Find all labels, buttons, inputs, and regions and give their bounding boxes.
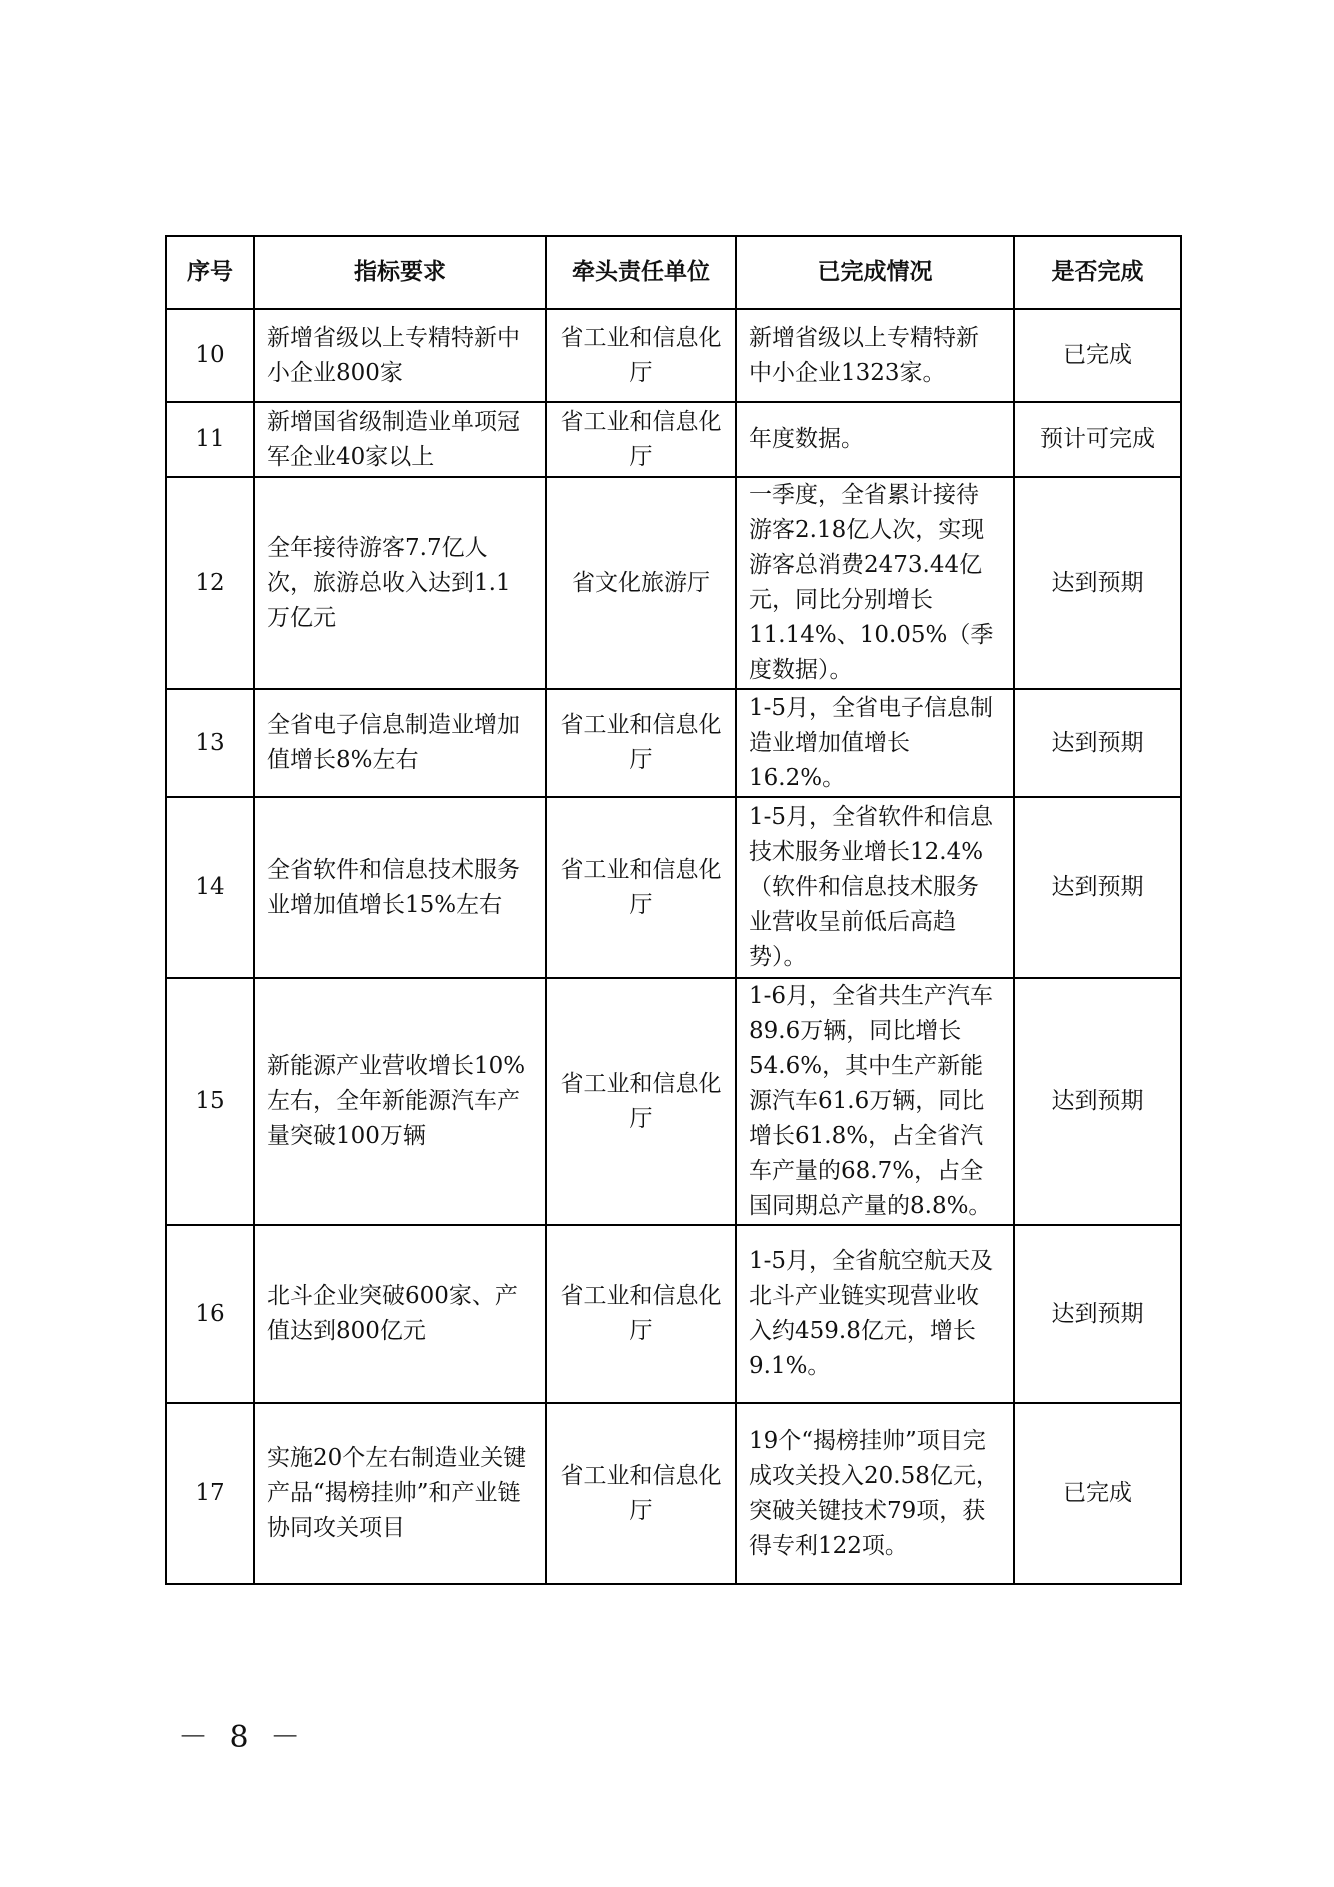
row-is-completed: 达到预期	[1014, 1225, 1181, 1403]
row-requirement: 新能源产业营收增长10%左右，全年新能源汽车产量突破100万辆	[254, 978, 546, 1225]
row-completion-status: 1-5月，全省航空航天及北斗产业链实现营业收入约459.8亿元，增长9.1%。	[736, 1225, 1014, 1403]
row-requirement: 新增省级以上专精特新中小企业800家	[254, 309, 546, 402]
row-number: 11	[166, 402, 254, 477]
row-requirement: 全年接待游客7.7亿人次，旅游总收入达到1.1万亿元	[254, 477, 546, 689]
row-number: 13	[166, 689, 254, 797]
row-lead-unit: 省工业和信息化厅	[546, 309, 736, 402]
row-requirement: 北斗企业突破600家、产值达到800亿元	[254, 1225, 546, 1403]
row-completion-status: 新增省级以上专精特新中小企业1323家。	[736, 309, 1014, 402]
row-completion-status: 19个“揭榜挂帅”项目完成攻关投入20.58亿元，突破关键技术79项，获得专利122项。	[736, 1403, 1014, 1584]
row-lead-unit: 省工业和信息化厅	[546, 402, 736, 477]
row-is-completed: 达到预期	[1014, 978, 1181, 1225]
indicator-table	[165, 235, 1182, 1585]
table-row	[166, 309, 1181, 402]
row-requirement: 全省软件和信息技术服务业增加值增长15%左右	[254, 797, 546, 978]
row-requirement: 新增国省级制造业单项冠军企业40家以上	[254, 402, 546, 477]
row-is-completed: 已完成	[1014, 309, 1181, 402]
table-row	[166, 402, 1181, 477]
row-completion-status: 一季度，全省累计接待游客2.18亿人次，实现游客总消费2473.44亿元，同比分别增长11.14%、10.05%（季度数据）。	[736, 477, 1014, 689]
row-number: 14	[166, 797, 254, 978]
row-completion-status: 1-6月，全省共生产汽车89.6万辆，同比增长54.6%，其中生产新能源汽车61.6万辆，同比增长61.8%，占全省汽车产量的68.7%，占全国同期总产量的8.8%。	[736, 978, 1014, 1225]
header-requirement: 指标要求	[254, 236, 546, 309]
row-completion-status: 年度数据。	[736, 402, 1014, 477]
row-is-completed: 达到预期	[1014, 477, 1181, 689]
table-row	[166, 689, 1181, 797]
row-number: 15	[166, 978, 254, 1225]
page-number: － 8 －	[178, 1720, 307, 1755]
row-lead-unit: 省工业和信息化厅	[546, 978, 736, 1225]
table-row	[166, 1225, 1181, 1403]
row-requirement: 全省电子信息制造业增加值增长8%左右	[254, 689, 546, 797]
row-completion-status: 1-5月，全省电子信息制造业增加值增长16.2%。	[736, 689, 1014, 797]
row-is-completed: 达到预期	[1014, 689, 1181, 797]
row-lead-unit: 省工业和信息化厅	[546, 1403, 736, 1584]
table-row	[166, 477, 1181, 689]
table-header-row	[166, 236, 1181, 309]
row-number: 16	[166, 1225, 254, 1403]
header-is-completed: 是否完成	[1014, 236, 1181, 309]
row-is-completed: 已完成	[1014, 1403, 1181, 1584]
row-number: 12	[166, 477, 254, 689]
header-completion-status: 已完成情况	[736, 236, 1014, 309]
row-number: 17	[166, 1403, 254, 1584]
row-completion-status: 1-5月，全省软件和信息技术服务业增长12.4%（软件和信息技术服务业营收呈前低后高趋势）。	[736, 797, 1014, 978]
row-lead-unit: 省文化旅游厅	[546, 477, 736, 689]
row-lead-unit: 省工业和信息化厅	[546, 797, 736, 978]
table-row	[166, 978, 1181, 1225]
table-row	[166, 1403, 1181, 1584]
row-is-completed: 预计可完成	[1014, 402, 1181, 477]
row-lead-unit: 省工业和信息化厅	[546, 1225, 736, 1403]
header-lead-unit: 牵头责任单位	[546, 236, 736, 309]
table-row	[166, 797, 1181, 978]
row-number: 10	[166, 309, 254, 402]
row-requirement: 实施20个左右制造业关键产品“揭榜挂帅”和产业链协同攻关项目	[254, 1403, 546, 1584]
header-serial: 序号	[166, 236, 254, 309]
row-is-completed: 达到预期	[1014, 797, 1181, 978]
row-lead-unit: 省工业和信息化厅	[546, 689, 736, 797]
